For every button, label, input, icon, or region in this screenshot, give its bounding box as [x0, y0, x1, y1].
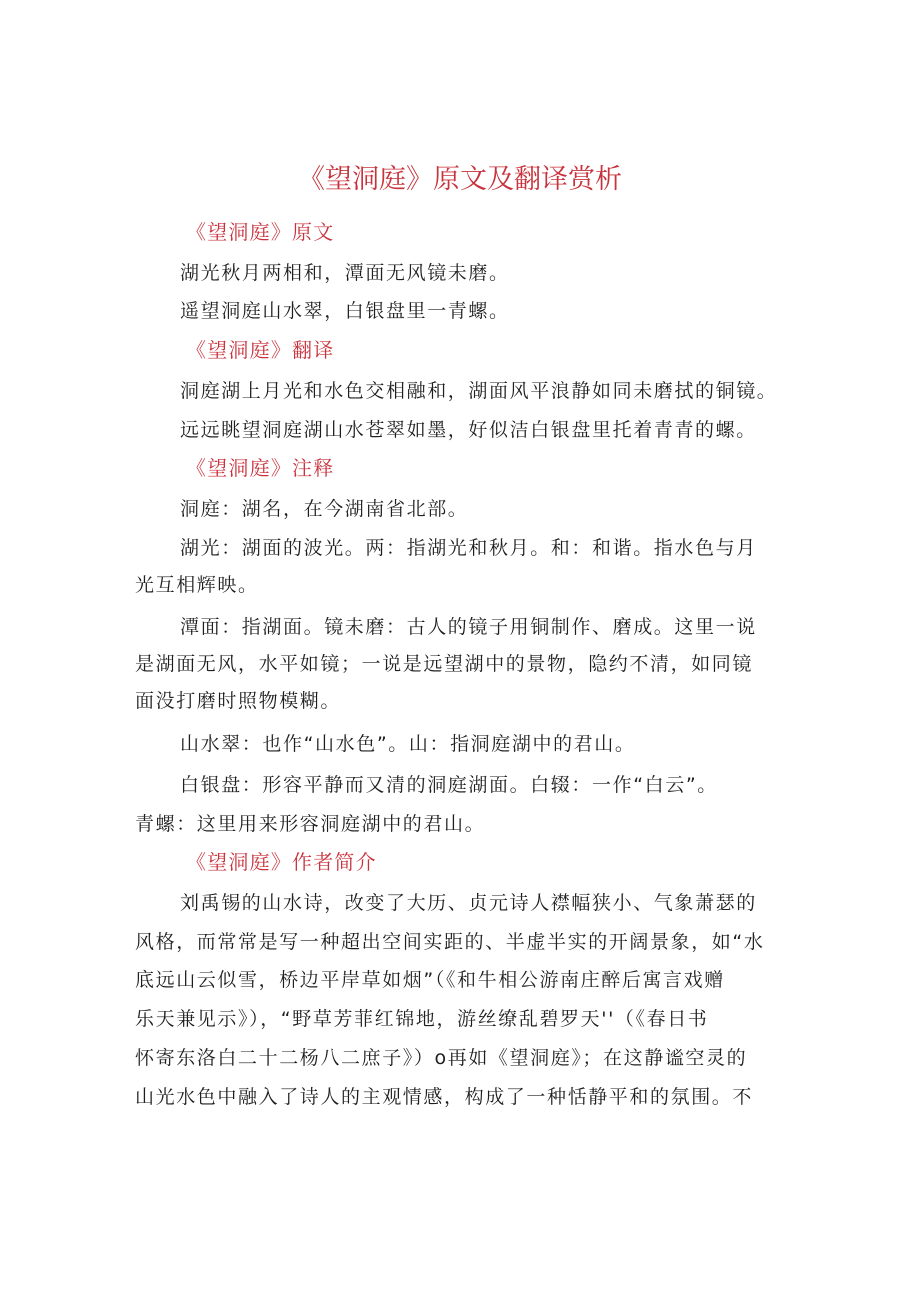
section-heading-original: 《望洞庭》原文 — [186, 220, 335, 244]
author-line: 山光水色中融入了诗人的主观情感，构成了一种恬静平和的氛围。不 — [135, 1086, 754, 1108]
note-line: 是湖面无风，水平如镜；一说是远望湖中的景物，隐约不清，如同镜 — [135, 653, 754, 675]
note-line: 青螺：这里用来形容洞庭湖中的君山。 — [135, 813, 486, 835]
note-line: 白银盘：形容平静而又清的洞庭湖面。白辍：一作“白云”。 — [180, 774, 718, 796]
author-line: 刘禹锡的山水诗，改变了大历、贞元诗人襟幅狭小、气象萧瑟的 — [180, 892, 757, 914]
note-line: 光互相辉映。 — [135, 574, 259, 596]
section-heading-author: 《望洞庭》作者简介 — [186, 850, 377, 874]
author-line: 风格，而常常是写一种超出空间实距的、半虚半实的开阔景象，如“水 — [135, 931, 765, 953]
note-line: 面没打磨时照物模糊。 — [135, 690, 342, 712]
translation-line: 远远眺望洞庭湖山水苍翠如墨，好似洁白银盘里托着青青的螺。 — [180, 419, 757, 441]
author-line: 底远山云似雪，桥边平岸草如烟”（《和牛相公游南庄醉后寓言戏赠 — [135, 969, 725, 991]
author-line: 乐天兼见示》），“野草芳菲红锦地，游丝缭乱碧罗天''（《春日书 — [135, 1008, 709, 1030]
section-heading-notes: 《望洞庭》注释 — [186, 456, 335, 480]
note-line: 洞庭：湖名，在今湖南省北部。 — [180, 498, 469, 520]
author-line: 怀寄东洛白二十二杨八二庶子》）o再如《望洞庭》；在这静谧空灵的 — [135, 1047, 748, 1069]
translation-line: 洞庭湖上月光和水色交相融和，湖面风平浪静如同未磨拭的铜镜。 — [180, 380, 778, 402]
note-line: 湖光：湖面的波光。两：指湖光和秋月。和：和谐。指水色与月 — [180, 537, 757, 559]
poem-line: 遥望洞庭山水翠，白银盘里一青螺。 — [180, 300, 510, 322]
document-title: 《望洞庭》原文及翻译赏析 — [298, 164, 622, 195]
poem-line: 湖光秋月两相和，潭面无风镜未磨。 — [180, 262, 510, 284]
note-line: 潭面：指湖面。镜未磨：古人的镜子用铜制作、磨成。这里一说 — [180, 616, 757, 638]
section-heading-translation: 《望洞庭》翻译 — [186, 338, 335, 362]
note-line: 山水翠：也作“山水色”。山：指洞庭湖中的君山。 — [180, 733, 636, 755]
